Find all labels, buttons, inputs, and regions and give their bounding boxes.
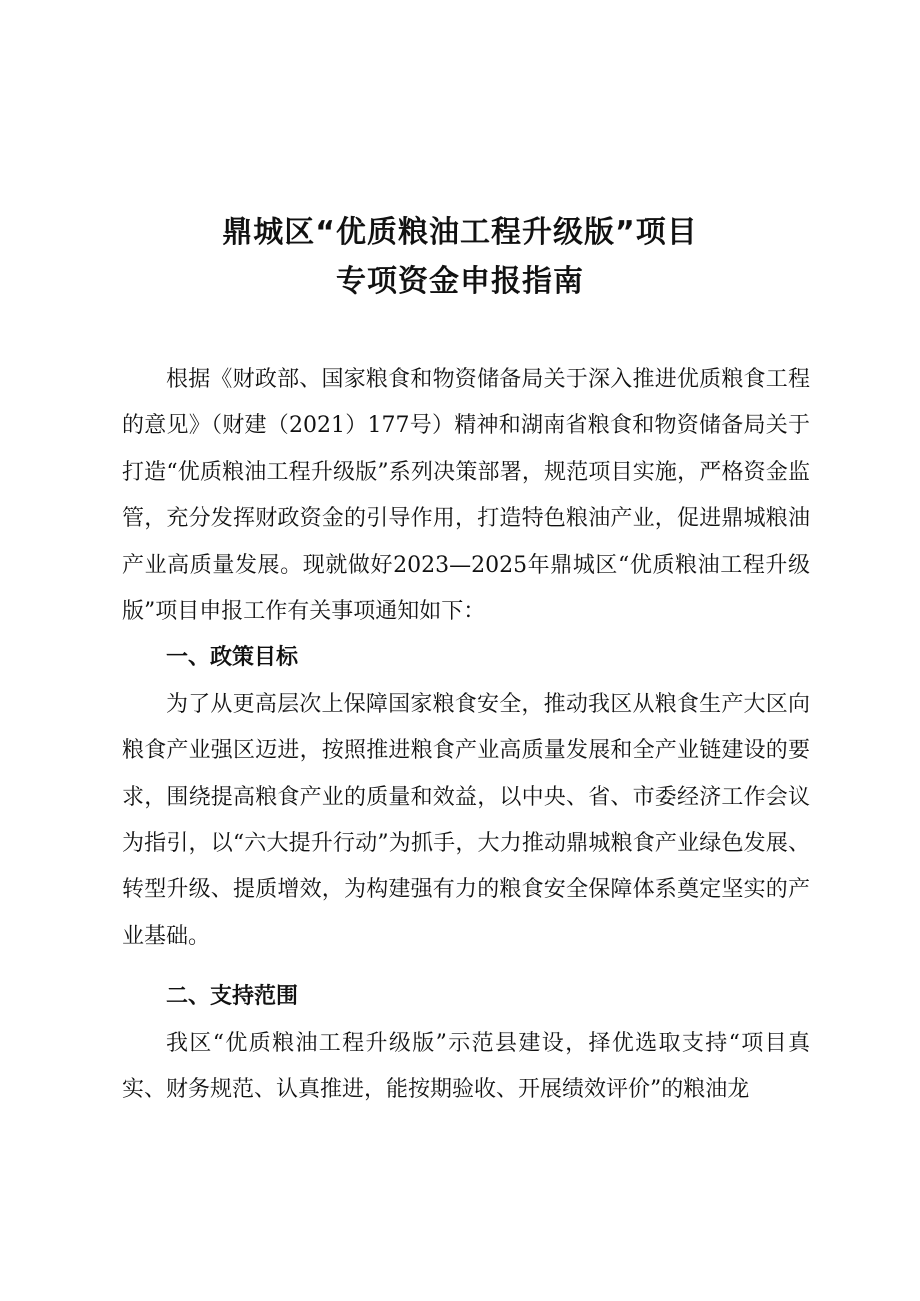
intro-paragraph: 根据《财政部、国家粮食和物资储备局关于深入推进优质粮食工程的意见》（财建（2021）177号）精神和湖南省粮食和物资储备局关于打造“优质粮油工程升级版”系列决策部署，规范项目实施，严格资金监管，充分发挥财政资金的引导作用，打造特色粮油产业，促进鼎城粮油产业高质量发展。现就做好2023—2025年鼎城区“优质粮油工程升级版”项目申报工作有关事项通知如下： — [122, 367, 810, 625]
section-2-heading: 二、支持范围 — [166, 984, 299, 1010]
section-2-paragraph: 我区“优质粮油工程升级版”示范县建设，择优选取支持“项目真实、财务规范、认真推进，能按期验收、开展绩效评价”的粮油龙 — [122, 1030, 810, 1103]
section-1-paragraph: 为了从更高层次上保障国家粮食安全，推动我区从粮食生产大区向粮食产业强区迈进，按照推进粮食产业高质量发展和全产业链建设的要求，围绕提高粮食产业的质量和效益，以中央、省、市委经济工作会议为指引，以“六大提升行动”为抓手，大力推动鼎城粮食产业绿色发展、转型升级、提质增效，为构建强有力的粮食安全保障体系奠定坚实的产业基础。 — [122, 691, 810, 949]
section-1-heading: 一、政策目标 — [166, 645, 299, 671]
section-spacer — [122, 960, 810, 974]
document-body — [122, 357, 810, 1114]
document-title-line-1: 鼎城区“优质粮油工程升级版”项目 — [222, 215, 698, 250]
document-title-line-2: 专项资金申报指南 — [336, 264, 584, 299]
